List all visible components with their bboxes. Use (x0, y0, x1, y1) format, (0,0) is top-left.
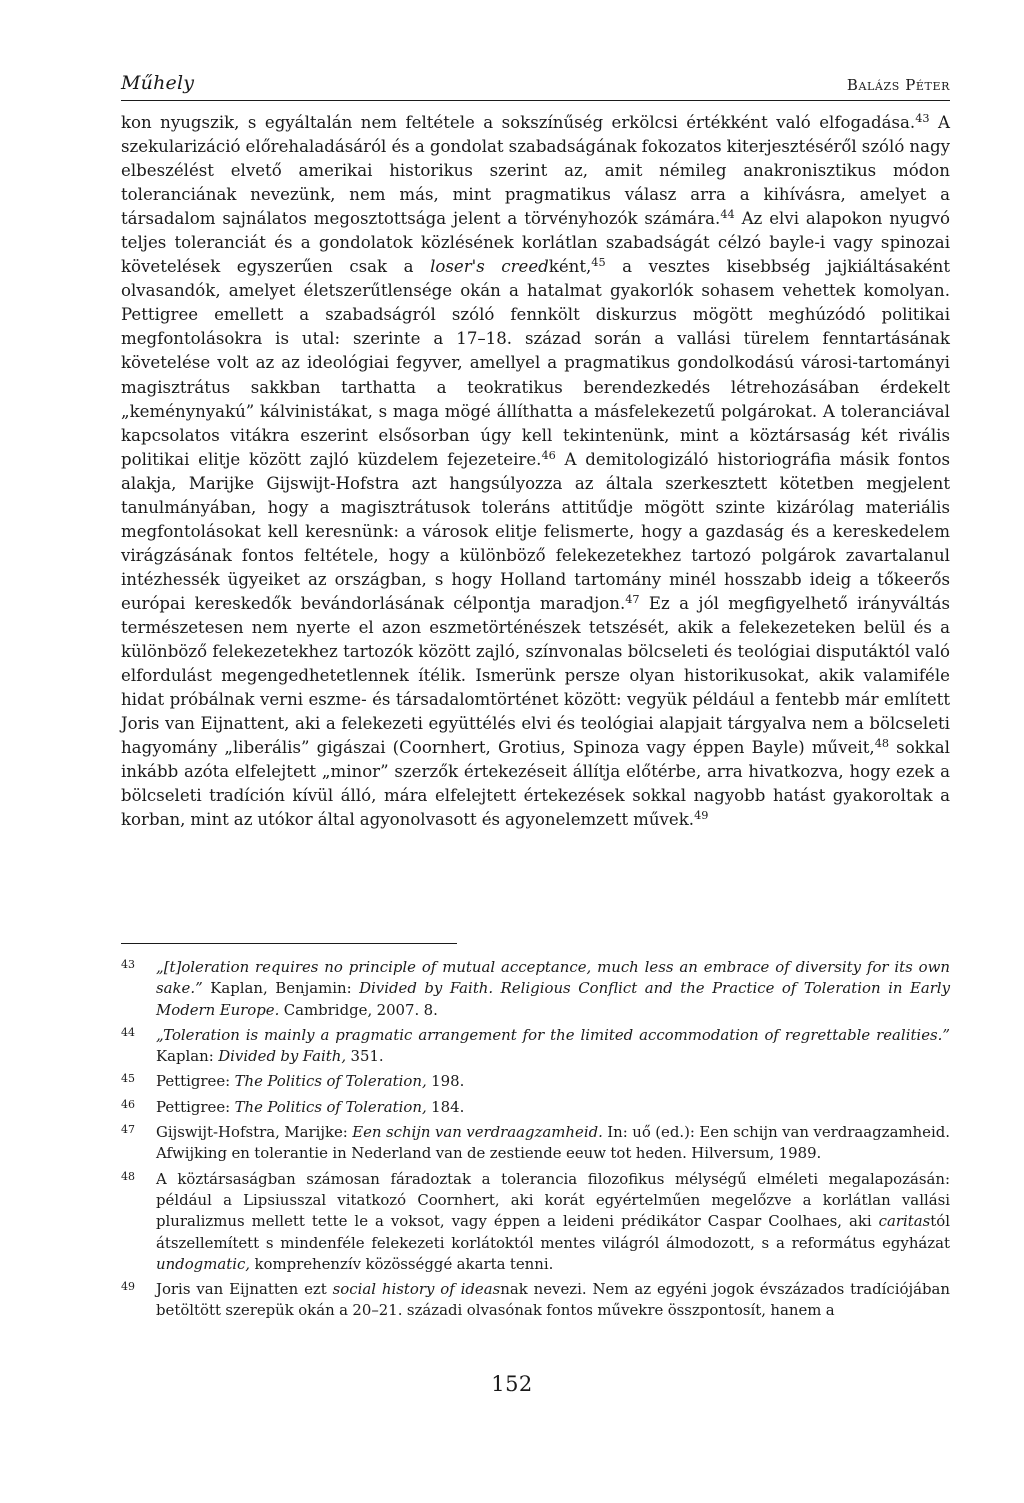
author-name: Balázs Péter (846, 76, 950, 94)
footnote-number: 49 (121, 1280, 135, 1294)
footnote-number: 48 (121, 1169, 135, 1183)
section-title: Műhely (121, 72, 195, 94)
running-head (121, 70, 950, 101)
footnote-46: 46 Pettigree: The Politics of Toleration, 184. (121, 1097, 950, 1118)
body-text (121, 111, 950, 832)
italic-phrase: loser's creed (430, 257, 549, 277)
footnote-44: 44 „Toleration is mainly a pragmatic arrangement for the limited accommodation of regrettable realities.” Kaplan: Divided by Faith, 351. (121, 1025, 950, 1068)
footnote-ref-49: 49 (694, 809, 709, 823)
footnote-ref-45: 45 (591, 256, 606, 270)
footnote-number: 43 (121, 958, 135, 971)
footnote-number: 46 (121, 1097, 135, 1111)
footnote-number: 47 (121, 1123, 135, 1137)
footnotes (121, 957, 950, 1326)
footnote-49: 49 Joris van Eijnatten ezt social history of ideasnak nevezi. Nem az egyéni jogok évszázados tradíciójában betöltött szerepük okán a 20–21. századi olvasónak fontos művekre összpontosít, hanem a (121, 1279, 950, 1322)
footnote-ref-46: 46 (541, 448, 556, 462)
footnote-ref-47: 47 (625, 592, 640, 606)
footnote-number: 45 (121, 1072, 135, 1086)
footnote-48: 48 A köztársaságban számosan fáradoztak a tolerancia filozofikus mélységű elméleti megalapozásán: például a Lipsiusszal vitatkozó Coornhert, aki korát egyértelműen megelőzve a korlátlan vallási pluralizmus mellett tette le a voksot, vagy éppen a leideni prédikátor Caspar Coolhaes, aki caritastól átszellemített s mindenféle felekezeti korlátoktól mentes világról álmodozott, s a református egyházat undogmatic, komprehenzív közösséggé akarta tenni. (121, 1169, 950, 1275)
footnote-43: 43 „[t]oleration requires no principle of mutual acceptance, much less an embrace of diversity for its own sake.” Kaplan, Benjamin: Divided by Faith. Religious Conflict and the Practice of Toleration in Early Modern Europe. Cambridge, 2007. 8. (121, 957, 950, 1021)
body-paragraph: kon nyugszik, s egyáltalán nem feltétele a sokszínűség erkölcsi értékként való elfogadása.$^{43}$ A szekularizáció előrehaladásáról és a gondolat szabadságának fokozatos kiterjesztéséről szóló nagy elbeszélést elvető amerikai historikus szerint az, amit némileg anakronisztikus módon toleranciának nevezünk, nem más, mint pragmatikus válasz arra a kihívásra, amelyet a társadalom sajnálatos megosztottsága jelent a törvényhozók számára.$^{44}$ Az elvi alapokon nyugvó teljes toleranciát és a gondolatok közlésének korlátlan szabadságát célzó bayle-i vagy spinozai követelések egyszerűen csak a loser's creedként,$^{45}$ a vesztes kisebbség jajkiáltásaként olvasandók, amelyet életszerűtlensége okán a hatalmat gyakorlók sohasem vehettek komolyan. Pettigree emellett a szabadságról szóló fennkölt diskurzus mögött meghúzódó politikai megfontolásokra is utal: szerinte a 17–18. század során a vallási türelem fenntartásának követelése volt az az ideológiai fegyver, amellyel a pragmatikus gondolkodású városi-tartományi magisztrátus sakkban tarthatta a teokratikus berendezkedés létrehozásában érdekelt „keménynyakú” kálvinistákat, s maga mögé állíthatta a másfelekezetű polgárokat. A toleranciával kapcsolatos vitákra eszerint elsősorban úgy kell tekintenünk, mint a köztársaság két rivális politikai elitje között zajló küzdelem fejezeteire.$^{46}$ A demitologizáló historiográfia másik fontos alakja, Marijke Gijswijt-Hofstra azt hangsúlyozza az általa szerkesztett kötetben megjelent tanulmányában, hogy a magisztrátusok toleráns attitűdje mögött szinte kizárólag materiális megfontolásokat kell keresnünk: a városok elitje felismerte, hogy a gazdaság és a kereskedelem virágzásának fontos feltétele, hogy a különböző felekezetekhez tartozó polgárok zavartalanul intézhessék ügyeiket az országban, s hogy Holland tartomány minél hosszabb ideig a tőkeerős európai kereskedők bevándorlásának célpontja maradjon.$^{47}$ Ez a jól megfigyelhető irányváltás természetesen nem nyerte el azon eszmetörténészek tetszését, akik a felekezeteken belül és a különböző felekezetekhez tartozók között zajló, színvonalas bölcseleti és teológiai disputáktól való elfordulást megengedhetetlennek ítélik. Ismerünk persze olyan historikusokat, akik valamiféle hidat próbálnak verni eszme- és társadalomtörténet között: vegyük például a fentebb már említett Joris van Eijnattent, aki a felekezeti együttélés elvi és teológiai alapjait tárgyalva nem a bölcseleti hagyomány „liberális” gigászai (Coornhert, Grotius, Spinoza vagy éppen Bayle) műveit,$^{48}$ sokkal inkább azóta elfelejtett „minor” szerzők értekezéseit állítja előtérbe, arra hivatkozva, hogy ezek a bölcseleti tradíción kívül álló, mára elfelejtett értekezések sokkal nagyobb hatást gyakoroltak a korban, mint az utókor által agyonolvasott és agyonelemzett művek.$^{49}$ (121, 111, 951, 830)
page-number: 152 (491, 1372, 533, 1396)
footnote-ref-48: 48 (874, 737, 890, 751)
footnote-number: 44 (121, 1025, 135, 1039)
footnote-ref-43: 43 (915, 111, 930, 125)
footnote-47: 47 Gijswijt-Hofstra, Marijke: Een schijn van verdraagzamheid. In: uő (ed.): Een schijn van verdraagzamheid. Afwijking en tolerantie in Nederland van de zestiende eeuw tot heden. Hilversum, 1989. (121, 1122, 950, 1165)
footnote-ref-44: 44 (720, 207, 735, 221)
footnote-45: 45 Pettigree: The Politics of Toleration, 198. (121, 1071, 950, 1092)
footnote-separator (121, 943, 457, 944)
